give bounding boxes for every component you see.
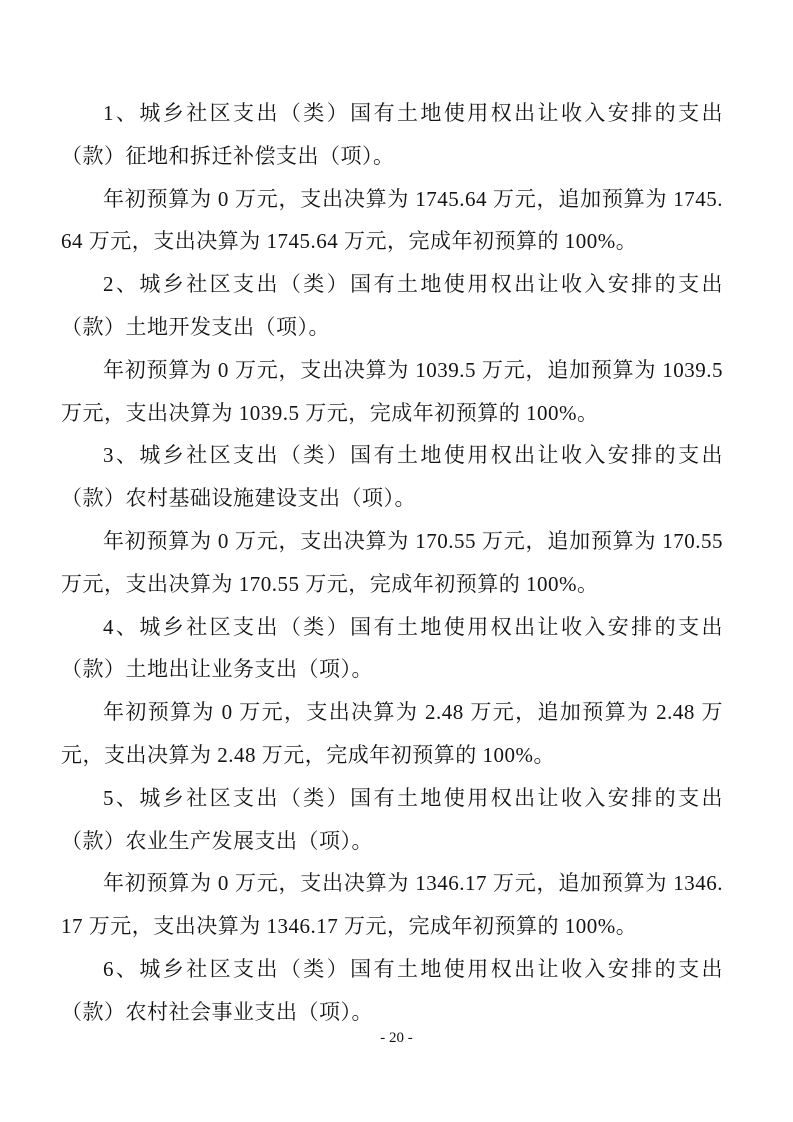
section-5	[61, 777, 723, 948]
section-heading: 4、城乡社区支出（类）国有土地使用权出让收入安排的支出（款）土地出让业务支出（项）。	[61, 614, 723, 682]
section-body: 年初预算为 0 万元，支出决算为 1745.64 万元，追加预算为 1745.64 万元，支出决算为 1745.64 万元，完成年初预算的 100%。	[61, 186, 723, 254]
section-1	[61, 92, 723, 263]
document-body	[61, 92, 723, 1034]
section-body: 年初预算为 0 万元，支出决算为 1039.5 万元，追加预算为 1039.5 万元，支出决算为 1039.5 万元，完成年初预算的 100%。	[61, 357, 723, 425]
section-6	[61, 948, 723, 1034]
section-body: 年初预算为 0 万元，支出决算为 2.48 万元，追加预算为 2.48 万元，支出决算为 2.48 万元，完成年初预算的 100%。	[61, 700, 723, 767]
section-heading: 5、城乡社区支出（类）国有土地使用权出让收入安排的支出（款）农业生产发展支出（项）。	[61, 785, 723, 853]
section-3	[61, 434, 723, 605]
section-heading: 2、城乡社区支出（类）国有土地使用权出让收入安排的支出（款）土地开发支出（项）。	[61, 272, 723, 339]
section-body: 年初预算为 0 万元，支出决算为 1346.17 万元，追加预算为 1346.17 万元，支出决算为 1346.17 万元，完成年初预算的 100%。	[61, 871, 723, 939]
section-4	[61, 606, 723, 777]
section-2	[61, 263, 723, 434]
section-heading: 1、城乡社区支出（类）国有土地使用权出让收入安排的支出（款）征地和拆迁补偿支出（项）。	[61, 101, 723, 168]
section-body: 年初预算为 0 万元，支出决算为 170.55 万元，追加预算为 170.55 万元，支出决算为 170.55 万元，完成年初预算的 100%。	[61, 528, 723, 596]
section-heading: 3、城乡社区支出（类）国有土地使用权出让收入安排的支出（款）农村基础设施建设支出（项）。	[61, 443, 723, 511]
section-heading: 6、城乡社区支出（类）国有土地使用权出让收入安排的支出（款）农村社会事业支出（项）。	[61, 956, 723, 1024]
page-number: - 20 -	[380, 1030, 413, 1046]
